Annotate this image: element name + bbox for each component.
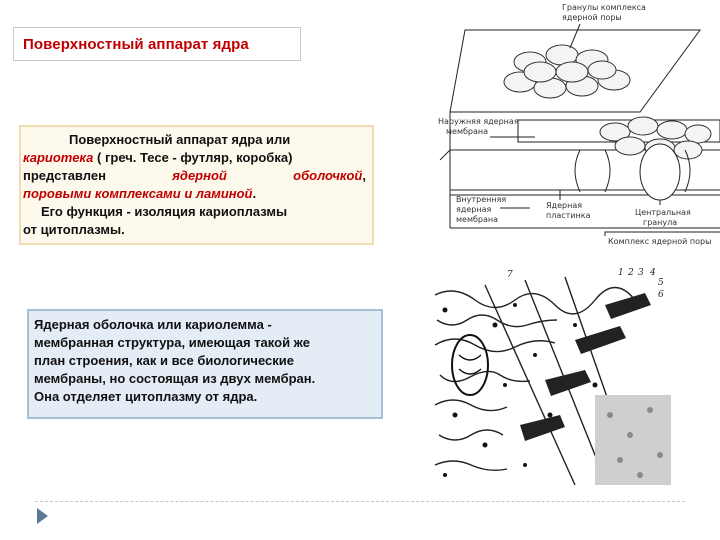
- description-line-5: Она отделяет цитоплазму от ядра.: [34, 389, 258, 404]
- pore-complexes-lamina-term: поровыми комплексами и ламиной: [23, 186, 253, 201]
- function-line-2: от цитоплазмы.: [23, 222, 125, 237]
- label-pore-granules-1: Гранулы комплекса: [562, 3, 646, 12]
- nuclear-envelope-term: ядерной оболочкой: [172, 168, 363, 183]
- karyolemma-description-box: [27, 309, 383, 419]
- footer-divider: [35, 501, 685, 502]
- label-lamina-2: пластинка: [546, 211, 591, 220]
- description-line-4: мембраны, но состоящая из двух мембран.: [34, 371, 316, 386]
- description-line-3: план строения, как и все биологические: [34, 353, 294, 368]
- definition-line-2: кариотека ( греч. Тесе - футляр, коробка): [23, 150, 293, 165]
- label-pore-complex: Комплекс ядерной поры: [608, 237, 712, 246]
- definition-line-3: представлен ядерной оболочкой,: [23, 168, 366, 183]
- label-inner-membrane-1: Внутренняя: [456, 195, 507, 204]
- next-slide-arrow-icon[interactable]: [37, 508, 48, 524]
- nuclear-pore-complex-diagram: [430, 0, 720, 250]
- slide-title: Поверхностный аппарат ядра: [23, 36, 249, 53]
- label-outer-membrane-1: Наружняя ядерная: [438, 117, 519, 126]
- label-inner-membrane-3: мембрана: [456, 215, 499, 224]
- karyotheca-definition-box: [19, 125, 374, 245]
- slide-title-box: [13, 27, 301, 61]
- label-central-granule-1: Центральная: [635, 208, 691, 217]
- label-lamina-1: Ядерная: [546, 201, 583, 210]
- micro-label-4: 4: [650, 268, 656, 278]
- label-central-granule-2: гранула: [643, 218, 678, 227]
- definition-line-4: поровыми комплексами и ламиной.: [23, 186, 257, 201]
- micro-label-1: 1: [618, 268, 624, 278]
- label-inner-membrane-2: ядерная: [456, 205, 492, 214]
- micro-label-7: 7: [507, 270, 513, 280]
- nuclear-envelope-micrograph: [425, 265, 675, 490]
- function-line-1: Его функция - изоляция кариоплазмы: [41, 204, 288, 219]
- definition-line-1: Поверхностный аппарат ядра или: [69, 132, 291, 147]
- karyotheca-term: кариотека: [23, 150, 94, 165]
- description-line-2: мембранная структура, имеющая такой же: [34, 335, 310, 350]
- micro-label-5: 5: [658, 278, 664, 288]
- description-line-1: Ядерная оболочка или кариолемма -: [34, 317, 272, 332]
- micro-label-3: 3: [638, 268, 644, 278]
- label-outer-membrane-2: мембрана: [446, 127, 489, 136]
- micro-label-2: 2: [628, 268, 634, 278]
- micro-label-6: 6: [658, 290, 664, 300]
- label-pore-granules-2: ядерной поры: [562, 13, 622, 22]
